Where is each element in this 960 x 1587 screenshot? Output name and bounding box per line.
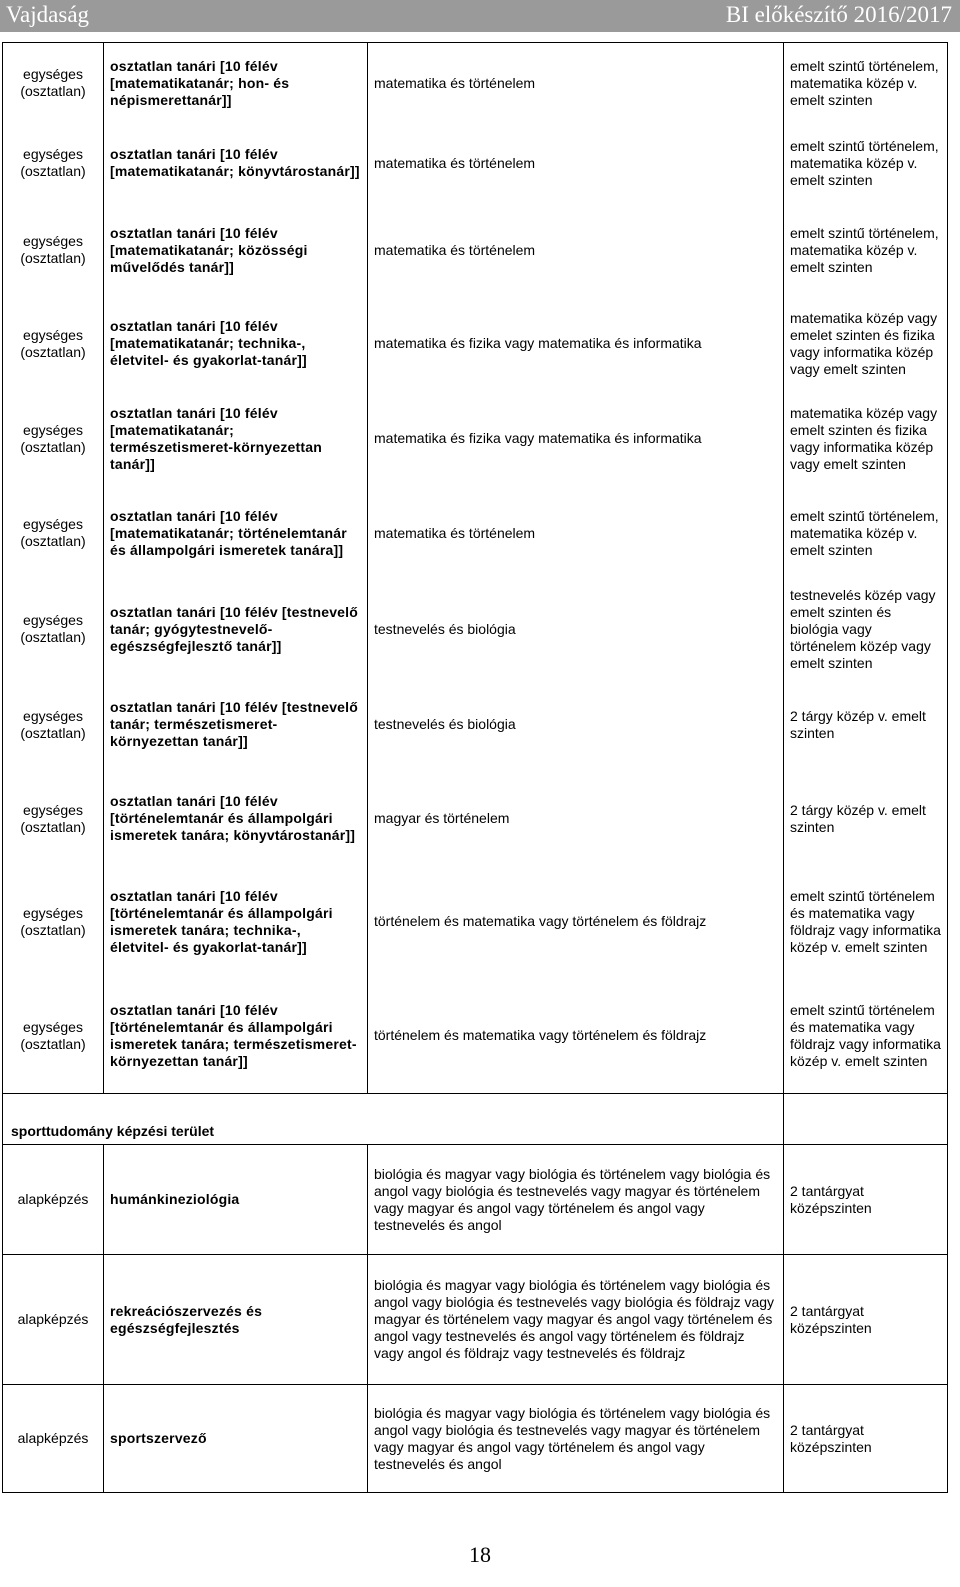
exam-level: matematika közép vagy emelt szinten és fizika vagy informatika közép vagy emelt szinten <box>790 404 938 472</box>
exam-level: 2 tantárgyat középszinten <box>784 1145 948 1255</box>
training-type-cell <box>3 43 104 1094</box>
exam-level: 2 tárgy közép v. emelt szinten <box>790 801 926 835</box>
program-name: osztatlan tanári [10 félév [testnevelő tanár; gyógytestnevelő-egészségfejlesztő tanár]] <box>110 603 359 654</box>
subjects-cell <box>368 43 784 1094</box>
exam-level: emelt szintű történelem, matematika közép v. emelt szinten <box>790 137 939 188</box>
level-cell <box>784 43 948 1094</box>
exam-subjects: történelem és matematika vagy történelem és földrajz <box>374 1027 707 1044</box>
table-row <box>3 1145 948 1255</box>
exam-subjects: magyar és történelem <box>374 810 510 827</box>
training-type: egységes (osztatlan) <box>20 326 86 360</box>
exam-level: emelt szintű történelem és matematika vagy földrajz vagy informatika közép v. emelt szinten <box>790 887 941 955</box>
table-row <box>3 1385 948 1493</box>
training-type: egységes (osztatlan) <box>20 904 86 938</box>
exam-level: emelt szintű történelem, matematika közép v. emelt szinten <box>790 57 939 108</box>
training-type: egységes (osztatlan) <box>20 146 86 180</box>
program-name: osztatlan tanári [10 félév [testnevelő tanár; természetismeret-környezettan tanár]] <box>110 699 359 750</box>
table-row-block <box>3 43 948 1094</box>
exam-level: 2 tárgy közép v. emelt szinten <box>790 707 926 741</box>
training-type: alapképzés <box>3 1145 104 1255</box>
exam-subjects: biológia és magyar vagy biológia és történelem vagy biológia és angol vagy biológia és testnevelés vagy magyar és történelem vagy magyar és angol vagy történelem és angol vagy testnevelés és angol <box>368 1145 784 1255</box>
exam-subjects: matematika és történelem <box>374 524 536 541</box>
exam-level: emelt szintű történelem, matematika közép v. emelt szinten <box>790 507 939 558</box>
exam-level: 2 tantárgyat középszinten <box>784 1385 948 1493</box>
program-cell <box>104 43 368 1094</box>
exam-subjects: testnevelés és biológia <box>374 620 516 637</box>
exam-level: emelt szintű történelem és matematika vagy földrajz vagy informatika közép v. emelt szinten <box>790 1001 941 1069</box>
program-name: humánkineziológia <box>104 1145 368 1255</box>
training-type: egységes (osztatlan) <box>20 233 86 266</box>
table-row <box>3 1255 948 1385</box>
program-name: osztatlan tanári [10 félév [matematikatanár; természetismeret-környezettan tanár]] <box>110 404 322 472</box>
program-name: osztatlan tanári [10 félév [matematikatanár; történelemtanár és állampolgári ismeretek tanára]] <box>110 507 347 558</box>
exam-subjects: matematika és fizika vagy matematika és informatika <box>374 430 702 447</box>
section-header-row <box>3 1094 948 1145</box>
training-type: egységes (osztatlan) <box>20 612 86 646</box>
exam-subjects: matematika és történelem <box>374 241 536 258</box>
program-name: osztatlan tanári [10 félév [történelemtanár és állampolgári ismeretek tanára; könyvtárostanár]] <box>110 793 356 844</box>
training-type: alapképzés <box>3 1255 104 1385</box>
program-name: osztatlan tanári [10 félév [matematikatanár; közösségi művelődés tanár]] <box>110 224 308 275</box>
program-name: osztatlan tanári [10 félév [történelemtanár és állampolgári ismeretek tanára; technika-, életvitel- és gyakorlat-tanár]] <box>110 887 333 955</box>
exam-subjects: matematika és történelem <box>374 154 536 171</box>
program-name: rekreációszervezés és egészségfejlesztés <box>104 1255 368 1385</box>
admission-table <box>2 42 948 1493</box>
training-type: egységes (osztatlan) <box>20 1018 86 1052</box>
page-header <box>0 0 960 32</box>
exam-subjects: testnevelés és biológia <box>374 716 516 733</box>
header-title: BI előkészítő 2016/2017 <box>725 2 952 27</box>
exam-level: 2 tantárgyat középszinten <box>784 1255 948 1385</box>
exam-subjects: matematika és történelem <box>374 74 536 91</box>
exam-subjects: matematika és fizika vagy matematika és informatika <box>374 335 702 352</box>
program-name: osztatlan tanári [10 félév [történelemtanár és állampolgári ismeretek tanára; természetismeret-környezettan tanár]] <box>110 1001 357 1069</box>
exam-level: matematika közép vagy emelet szinten és fizika vagy informatika közép vagy emelt szinten <box>790 309 938 377</box>
section-title: sporttudomány képzési terület <box>3 1094 784 1145</box>
training-type: egységes (osztatlan) <box>20 707 86 741</box>
training-type: egységes (osztatlan) <box>20 66 86 100</box>
training-type: egységes (osztatlan) <box>20 516 86 550</box>
exam-level: testnevelés közép vagy emelt szinten és biológia vagy történelem közép vagy emelt szinten <box>790 586 936 671</box>
program-name: sportszervező <box>104 1385 368 1493</box>
page-number: 18 <box>469 1542 491 1567</box>
program-name: osztatlan tanári [10 félév [matematikatanár; technika-, életvitel- és gyakorlat-tanár]] <box>110 318 307 369</box>
exam-level: emelt szintű történelem, matematika közép v. emelt szinten <box>790 224 939 275</box>
header-region: Vajdaság <box>6 2 90 27</box>
exam-subjects: történelem és matematika vagy történelem és földrajz <box>374 913 707 930</box>
training-type: egységes (osztatlan) <box>20 801 86 835</box>
training-type: egységes (osztatlan) <box>20 421 86 455</box>
training-type: alapképzés <box>3 1385 104 1493</box>
program-name: osztatlan tanári [10 félév [matematikatanár; könyvtárostanár]] <box>110 146 360 180</box>
exam-subjects: biológia és magyar vagy biológia és történelem vagy biológia és angol vagy biológia és testnevelés vagy biológia és földrajz vagy magyar és történelem vagy magyar és angol vagy történelem és angol vagy testnevelés és angol vagy történelem és földrajz vagy angol és földrajz vagy testnevelés és földrajz <box>368 1255 784 1385</box>
exam-subjects: biológia és magyar vagy biológia és történelem vagy biológia és angol vagy biológia és testnevelés vagy magyar és történelem vagy magyar és angol vagy történelem és angol vagy testnevelés és angol <box>368 1385 784 1493</box>
program-name: osztatlan tanári [10 félév [matematikatanár; hon- és népismerettanár]] <box>110 57 290 108</box>
